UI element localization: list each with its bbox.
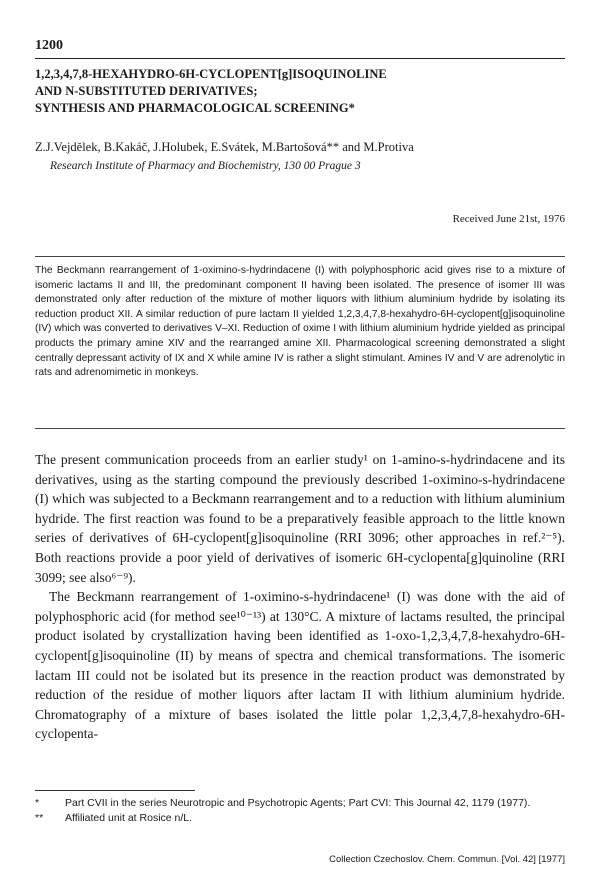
- article-title: [35, 66, 565, 117]
- footnote-2: [35, 811, 565, 826]
- footnotes: [35, 796, 565, 825]
- title-line-1: 1,2,3,4,7,8-HEXAHYDRO-6H-CYCLOPENT[g]ISOQUINOLINE: [35, 67, 387, 81]
- received-date: Received June 21st, 1976: [452, 213, 565, 225]
- author-list: Z.J.Vejdělek, B.Kakáč, J.Holubek, E.Svátek, M.Bartošová** and M.Protiva: [35, 140, 414, 154]
- footnote-rule: [35, 790, 195, 791]
- header-rule: [35, 58, 565, 59]
- footnote-text: Part CVII in the series Neurotropic and Psychotropic Agents; Part CVI: This Journal 42, 1179 (1977).: [65, 797, 531, 809]
- abstract: The Beckmann rearrangement of 1-oximino-s-hydrindacene (I) with polyphosphoric acid gives rise to a mixture of isomeric lactams II and III, the predominant component II having been isolated. The presence of isomer III was demonstrated only after reduction of the mixture of mother liquors with lithium aluminium hydride by isolating its reduction product XII. A similar reduction of pure lactam II yielded 1,2,3,4,7,8-hexahydro-6H-cyclopent[g]isoquinoline (IV) which was converted to derivatives V–XI. Reduction of oxime I with lithium aluminium hydride yielded as principal products the primary amine XIV and the rearranged amine XII. Pharmacological screening demonstrated a slight centrally depressant activity of IX and X while amine IV is rather a slight stimulant. Amines IV and V are adrenolytic in rats and adrenomimetic in monkeys.: [35, 265, 565, 379]
- title-line-2: AND N-SUBSTITUTED DERIVATIVES;: [35, 84, 258, 98]
- page-number: 1200: [35, 38, 63, 53]
- journal-citation: Collection Czechoslov. Chem. Commun. [Vol. 42] [1977]: [329, 854, 565, 865]
- paragraph-1: The present communication proceeds from an earlier study¹ on 1-amino-s-hydrindacene and its derivatives, using as the starting compound the previously described 1-oximino-s-hydrindacene (I) which was subjected to a Beckmann rearrangement and to a reduction with lithium aluminium hydride. The first reaction was found to be a preparatively feasible approach to the little known series of derivatives of 6H-cyclopent[g]isoquinoline (RRI 3096; other approaches in ref.²⁻⁵). Both reactions provide a poor yield of derivatives of isomeric 6H-cyclopenta[g]quinoline (RRI 3099; see also⁶⁻⁹).: [35, 452, 565, 585]
- body-text: [35, 450, 565, 744]
- footnote-mark: **: [35, 811, 44, 824]
- footnote-text: Affiliated unit at Rosice n/L.: [65, 811, 193, 824]
- title-line-3: SYNTHESIS AND PHARMACOLOGICAL SCREENING*: [35, 101, 355, 115]
- affiliation: Research Institute of Pharmacy and Biochemistry, 130 00 Prague 3: [50, 160, 361, 172]
- paragraph-2: The Beckmann rearrangement of 1-oximino-s-hydrindacene¹ (I) was done with the aid of polyphosphoric acid (for method see¹⁰⁻¹³) at 130°C. A mixture of lactams resulted, the principal product isolated by crystallization having been identified as 1-oxo-1,2,3,4,7,8-hexahydro-6H-cyclopent[g]isoquinoline (II) by means of spectra and chemical transformations. The isomeric lactam III could not be isolated but its presence in the reaction product was demonstrated by reduction of the residue of mother liquors after lactam II with lithium aluminium hydride. Chromatography of a mixture of bases isolated the little polar 1,2,3,4,7,8-hexahydro-6H-cyclopenta-: [35, 589, 565, 742]
- abstract-top-rule: [35, 256, 565, 257]
- footnote-mark: *: [35, 797, 40, 809]
- abstract-bottom-rule: [35, 428, 565, 429]
- footnote-1: [35, 796, 565, 811]
